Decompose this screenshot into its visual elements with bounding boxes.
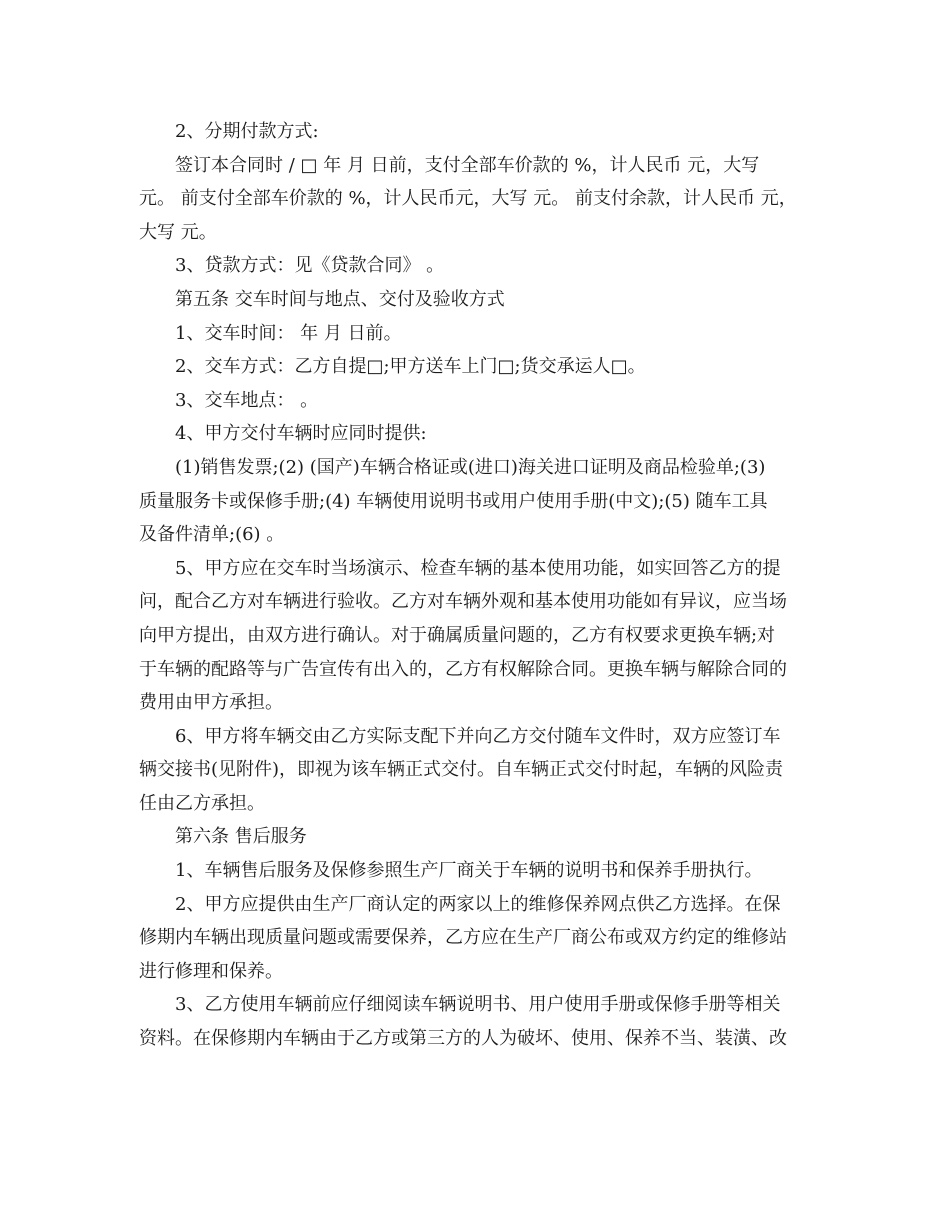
delivery-time: 1、交车时间： 年 月 日前。 [175,322,402,344]
delivery-location: 3、交车地点： 。 [175,389,319,411]
paragraph-line: 进行修理和保养。 [139,960,283,982]
clause-installment-heading: 2、分期付款方式: [175,121,319,142]
paragraph-line: 3、乙方使用车辆前应仔细阅读车辆说明书、用户使用手册或保修手册等相关 [175,994,781,1016]
article-5-heading: 第五条 交车时间与地点、交付及验收方式 [175,288,505,310]
paragraph-line: 修期内车辆出现质量问题或需要保养，乙方应在生产厂商公布或双方约定的维修站 [139,927,787,949]
paragraph-line: 辆交接书(见附件)，即视为该车辆正式交付。自车辆正式交付时起，车辆的风险责 [139,759,784,781]
paragraph-line: 问，配合乙方对车辆进行验收。乙方对车辆外观和基本使用功能如有异议，应当场 [139,591,787,613]
article-6-heading: 第六条 售后服务 [175,826,307,848]
paragraph-line: 签订本合同时 / □ 年 月 日前，支付全部车价款的 %，计人民币 元，大写 [175,154,760,176]
paragraph-line: 费用由甲方承担。 [139,692,283,714]
delivery-method: 2、交车方式：乙方自提□;甲方送车上门□;货交承运人□。 [175,356,646,378]
clause-loan: 3、贷款方式：见《贷款合同》 。 [175,255,445,277]
paragraph-line: 资料。在保修期内车辆由于乙方或第三方的人为破坏、使用、保养不当、装潢、改 [139,1028,787,1050]
paragraph-line: 及备件清单;(6) 。 [139,524,285,546]
paragraph-line: 向甲方提出，由双方进行确认。对于确属质量问题的，乙方有权要求更换车辆;对 [139,624,776,646]
delivery-documents-heading: 4、甲方交付车辆时应同时提供: [175,423,427,445]
paragraph-line: 大写 元。 [139,221,217,243]
paragraph-line: 1、车辆售后服务及保修参照生产厂商关于车辆的说明书和保养手册执行。 [175,860,763,882]
document-body [139,115,814,1056]
paragraph-line: (1)销售发票;(2) (国产)车辆合格证或(进口)海关进口证明及商品检验单;(3) [175,456,766,478]
paragraph-line: 质量服务卡或保修手册;(4) 车辆使用说明书或用户使用手册(中文);(5) 随车工具 [139,490,768,512]
paragraph-line: 元。 前支付全部车价款的 %，计人民币元，大写 元。 前支付余款，计人民币 元， [139,188,797,210]
paragraph-line: 2、甲方应提供由生产厂商认定的两家以上的维修保养网点供乙方选择。在保 [175,893,781,915]
paragraph-line: 于车辆的配路等与广告宣传有出入的，乙方有权解除合同。更换车辆与解除合同的 [139,658,787,680]
paragraph-line: 任由乙方承担。 [139,792,265,814]
paragraph-line: 5、甲方应在交车时当场演示、检查车辆的基本使用功能，如实回答乙方的提 [175,557,781,579]
paragraph-line: 6、甲方将车辆交由乙方实际支配下并向乙方交付随车文件时，双方应签订车 [175,725,781,747]
